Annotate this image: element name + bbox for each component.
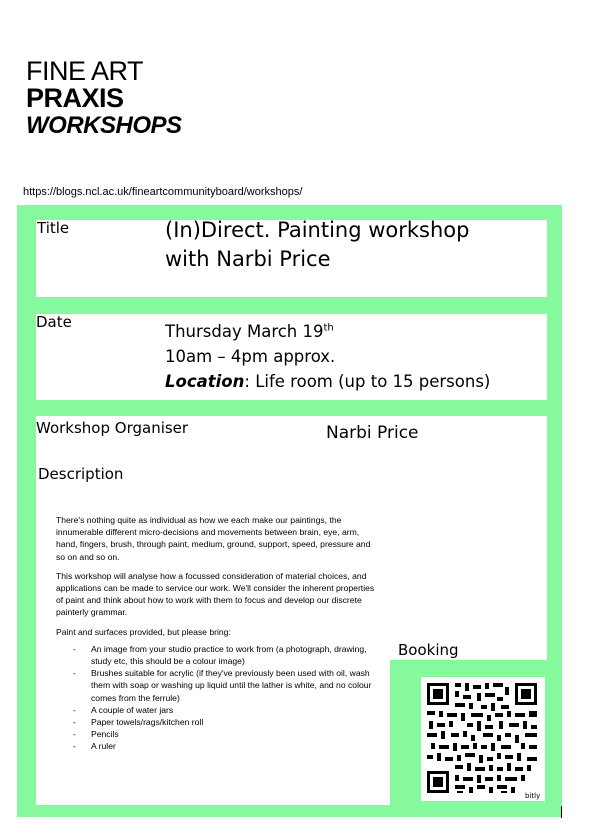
bring-list	[56, 643, 381, 753]
description-label: Description	[38, 465, 124, 483]
description-paragraph: This workshop will analyse how a focussed consideration of material choices, and applications can be made to service our work. We'll consider the inherent properties of paint and think about how to work with them to focus and develop our discrete painterly grammar.	[56, 570, 375, 618]
booking-label: Booking	[398, 641, 459, 659]
list-item: - An image from your studio practice to work from (a photograph, drawing, study etc, this should be a colour image)	[73, 643, 367, 667]
list-item: - Paper towels/rags/kitchen roll	[73, 717, 204, 728]
description-paragraph: There's nothing quite as individual as how we each make our paintings, the innumerable different micro-decisions and movements between brain, eye, arm, hand, fingers, brush, through paint, medium, ground, support, speed, pressure and so on and so on.	[56, 515, 371, 562]
date-label: Date	[36, 313, 72, 331]
qr-brand-text: bitly	[525, 792, 541, 800]
title-label: Title	[37, 219, 70, 237]
date-time: 10am – 4pm approx.	[165, 347, 336, 366]
brand-line-workshops: WORKSHOPS	[26, 112, 182, 139]
edge-mark	[561, 806, 562, 818]
workshop-title	[165, 216, 469, 274]
booking-qr-code[interactable]	[421, 677, 545, 801]
brand-line-fine-art: FINE ART	[26, 56, 144, 86]
list-item: - A couple of water jars	[73, 704, 174, 715]
list-item: - A ruler	[73, 741, 116, 752]
list-item: - Brushes suitable for acrylic (if they've previously been used with oil, wash them with soap or washing up liquid until the lather is white, and no colour comes from the ferrule)	[73, 668, 372, 703]
brand-line-praxis: PRAXIS	[26, 83, 124, 113]
location-label: Location	[165, 372, 245, 391]
description-body	[56, 514, 381, 753]
organiser-label: Workshop Organiser	[36, 419, 189, 437]
qr-code-icon	[421, 677, 545, 801]
organiser-name: Narbi Price	[326, 423, 419, 443]
workshop-title-line1: (In)Direct. Painting workshop	[165, 218, 470, 242]
description-paragraph: Paint and surfaces provided, but please bring:	[56, 626, 231, 637]
workshops-url-link[interactable]: https://blogs.ncl.ac.uk/fineartcommunityboard/workshops/	[23, 186, 303, 198]
date-location	[165, 369, 490, 394]
date-details	[165, 319, 490, 394]
workshop-title-line2: with Narbi Price	[165, 247, 331, 271]
date-day-suffix: th	[323, 322, 334, 334]
list-item: - Pencils	[73, 729, 119, 740]
date-day: Thursday March 19th	[165, 322, 334, 341]
location-value: : Life room (up to 15 persons)	[244, 372, 491, 391]
brand-logo	[26, 58, 182, 138]
